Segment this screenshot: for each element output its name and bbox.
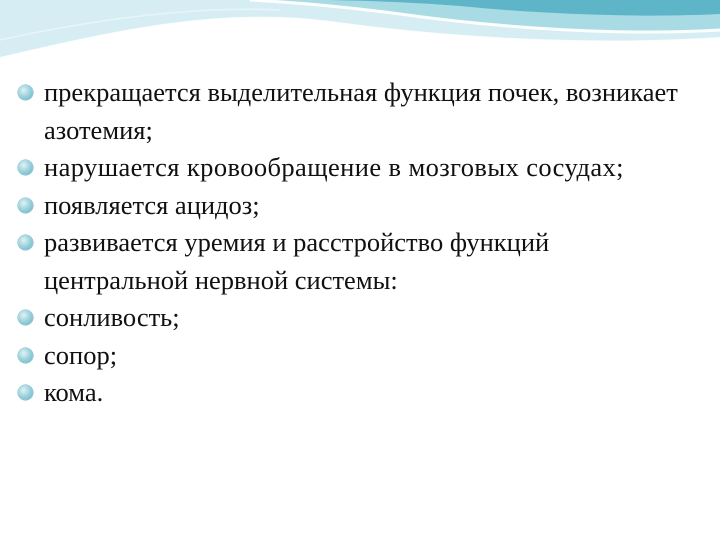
bullet-item: [18, 149, 700, 187]
bullet-text: кома.: [44, 377, 104, 407]
bullet-item: [18, 187, 700, 225]
bullet-item: [18, 337, 700, 375]
bullet-icon: [18, 85, 33, 100]
bullet-icon: [18, 198, 33, 213]
bullet-item: [18, 374, 700, 412]
bullet-text: сонливость;: [44, 302, 180, 332]
bullet-text: нарушается кровообращение в мозговых сосудах;: [44, 152, 624, 182]
bullet-icon: [18, 160, 33, 175]
bullet-text: прекращается выделительная функция почек, возникает азотемия;: [44, 77, 678, 145]
bullet-text: появляется ацидоз;: [44, 189, 260, 220]
bullet-icon: [18, 310, 33, 325]
bullet-item: [18, 74, 700, 149]
bullet-icon: [18, 235, 33, 250]
bullet-list: [18, 74, 700, 412]
bullet-icon: [18, 385, 33, 400]
bullet-text: сопор;: [44, 339, 118, 370]
bullet-text: развивается уремия и расстройство функций центральной нервной системы:: [44, 227, 550, 295]
header-wave-decoration: [0, 0, 720, 80]
bullet-icon: [18, 348, 33, 363]
bullet-item: [18, 299, 700, 337]
bullet-item: [18, 224, 700, 299]
